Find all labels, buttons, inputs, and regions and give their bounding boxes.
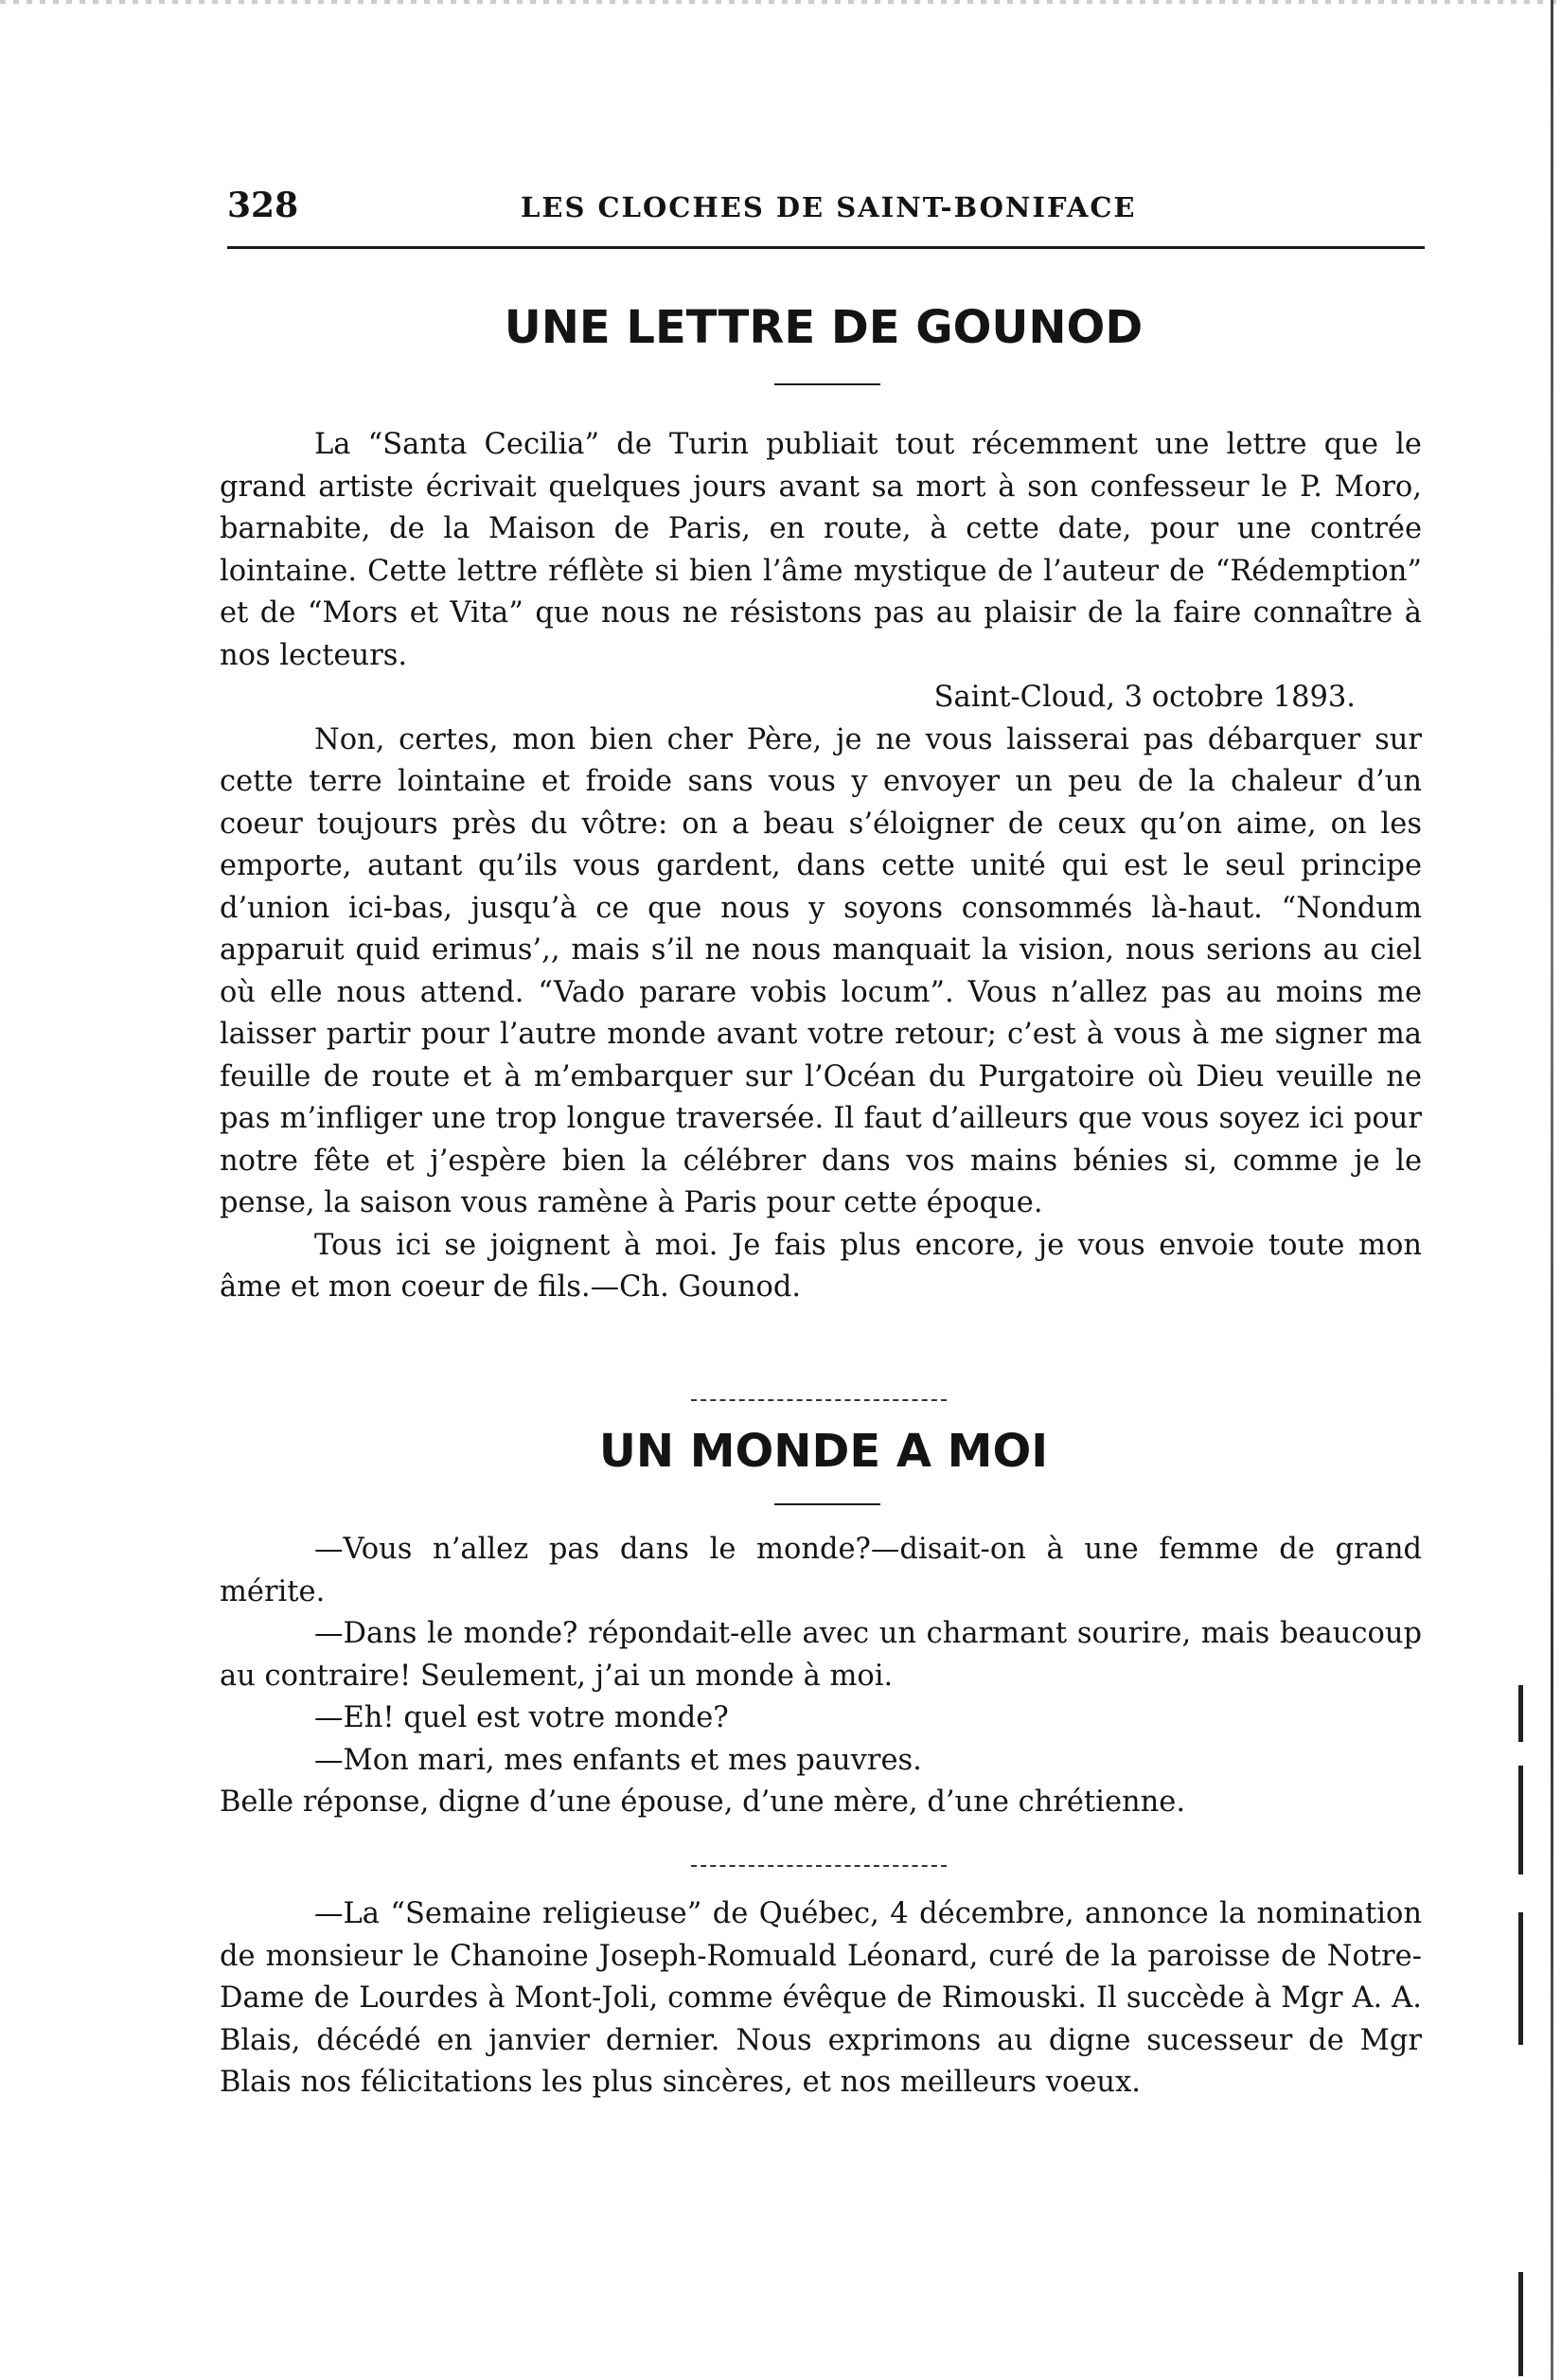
intro-paragraph: La “Santa Cecilia” de Turin publiait tout récemment une lettre que le grand artiste écrivait quelques jours avant sa mort à son confesseur le P. Moro, barnabite, de la Maison de Paris, en route, à cette date, pour une contrée lointaine. Cette lettre réflète si bien l’âme mystique de l’auteur de “Rédemption” et de “Mors et Vita” que nous ne résistons pas au plaisir de la faire connaître à nos lecteurs. bbox=[220, 428, 1422, 672]
scan-edge-line bbox=[1551, 0, 1553, 2380]
page-number: 328 bbox=[227, 186, 299, 225]
scan-mark bbox=[1518, 1685, 1523, 1742]
notice-body bbox=[220, 1893, 1422, 2105]
section-separator bbox=[691, 1399, 947, 1401]
title-rule bbox=[774, 1503, 880, 1505]
notice-paragraph: —La “Semaine religieuse” de Québec, 4 décembre, annonce la nomination de monsieur le Chanoine Joseph-Romuald Léonard, curé de la paroisse de Notre-Dame de Lourdes à Mont-Joli, comme évêque de Rimouski. Il succède à Mgr A. A. Blais, décédé en janvier dernier. Nous exprimons au digne sucesseur de Mgr Blais nos félicitations les plus sincères, et nos meilleurs voeux. bbox=[220, 1897, 1422, 2099]
article-body-gounod bbox=[220, 424, 1422, 1309]
article-title-gounod: UNE LETTRE DE GOUNOD bbox=[504, 301, 1144, 354]
section-separator bbox=[691, 1865, 947, 1867]
dialogue-line: —Mon mari, mes enfants et mes pauvres. bbox=[314, 1743, 922, 1777]
letter-closing: Tous ici se joignent à moi. Je fais plus encore, je vous envoie toute mon âme et mon coeur de fils.—Ch. Gounod. bbox=[220, 1228, 1422, 1304]
letter-paragraph: Non, certes, mon bien cher Père, je ne vous laisserai pas débarquer sur cette terre lointaine et froide sans vous y envoyer un peu de la chaleur d’un coeur toujours près du vôtre: on a beau s’éloigner de ceux qu’on aime, on les emporte, autant qu’ils vous gardent, dans cette unité qui est le seul principe d’union ici-bas, jusqu’à ce que nous y soyons consommés là-haut. “Nondum apparuit quid erimus’,, mais s’il ne nous manquait la vision, nous serions au ciel où elle nous attend. “Vado parare vobis locum”. Vous n’allez pas au moins me laisser partir pour l’autre monde avant votre retour; c’est à vous à me signer ma feuille de route et à m’embarquer sur l’Océan du Purgatoire où Dieu veuille ne pas m’infliger une trop longue traversée. Il faut d’ailleurs que vous soyez ici pour notre fête et j’espère bien la célébrer dans vos mains bénies si, comme je le pense, la saison vous ramène à Paris pour cette époque. bbox=[220, 722, 1422, 1219]
scan-mark bbox=[1518, 1766, 1523, 1874]
letter-dateline: Saint-Cloud, 3 octobre 1893. bbox=[933, 681, 1356, 714]
title-rule bbox=[774, 383, 880, 385]
header-rule bbox=[227, 246, 1425, 249]
scan-mark bbox=[1518, 1912, 1523, 2045]
dialogue-line: —Eh! quel est votre monde? bbox=[314, 1701, 729, 1734]
article-body-monde bbox=[220, 1529, 1422, 1824]
closing-remark: Belle réponse, digne d’une épouse, d’une mère, d’une chrétienne. bbox=[220, 1785, 1186, 1819]
dialogue-line: —Dans le monde? répondait-elle avec un charmant sourire, mais beaucoup au contraire! Seulement, j’ai un monde à moi. bbox=[220, 1617, 1422, 1693]
scan-edge-speck bbox=[0, 0, 1561, 4]
dialogue-line: —Vous n’allez pas dans le monde?—disait-on à une femme de grand mérite. bbox=[220, 1533, 1422, 1608]
running-title: LES CLOCHES DE SAINT-BONIFACE bbox=[521, 191, 1137, 223]
scan-mark bbox=[1518, 2272, 1523, 2376]
running-head bbox=[227, 186, 1424, 233]
article-title-monde: UN MONDE A MOI bbox=[598, 1425, 1049, 1478]
